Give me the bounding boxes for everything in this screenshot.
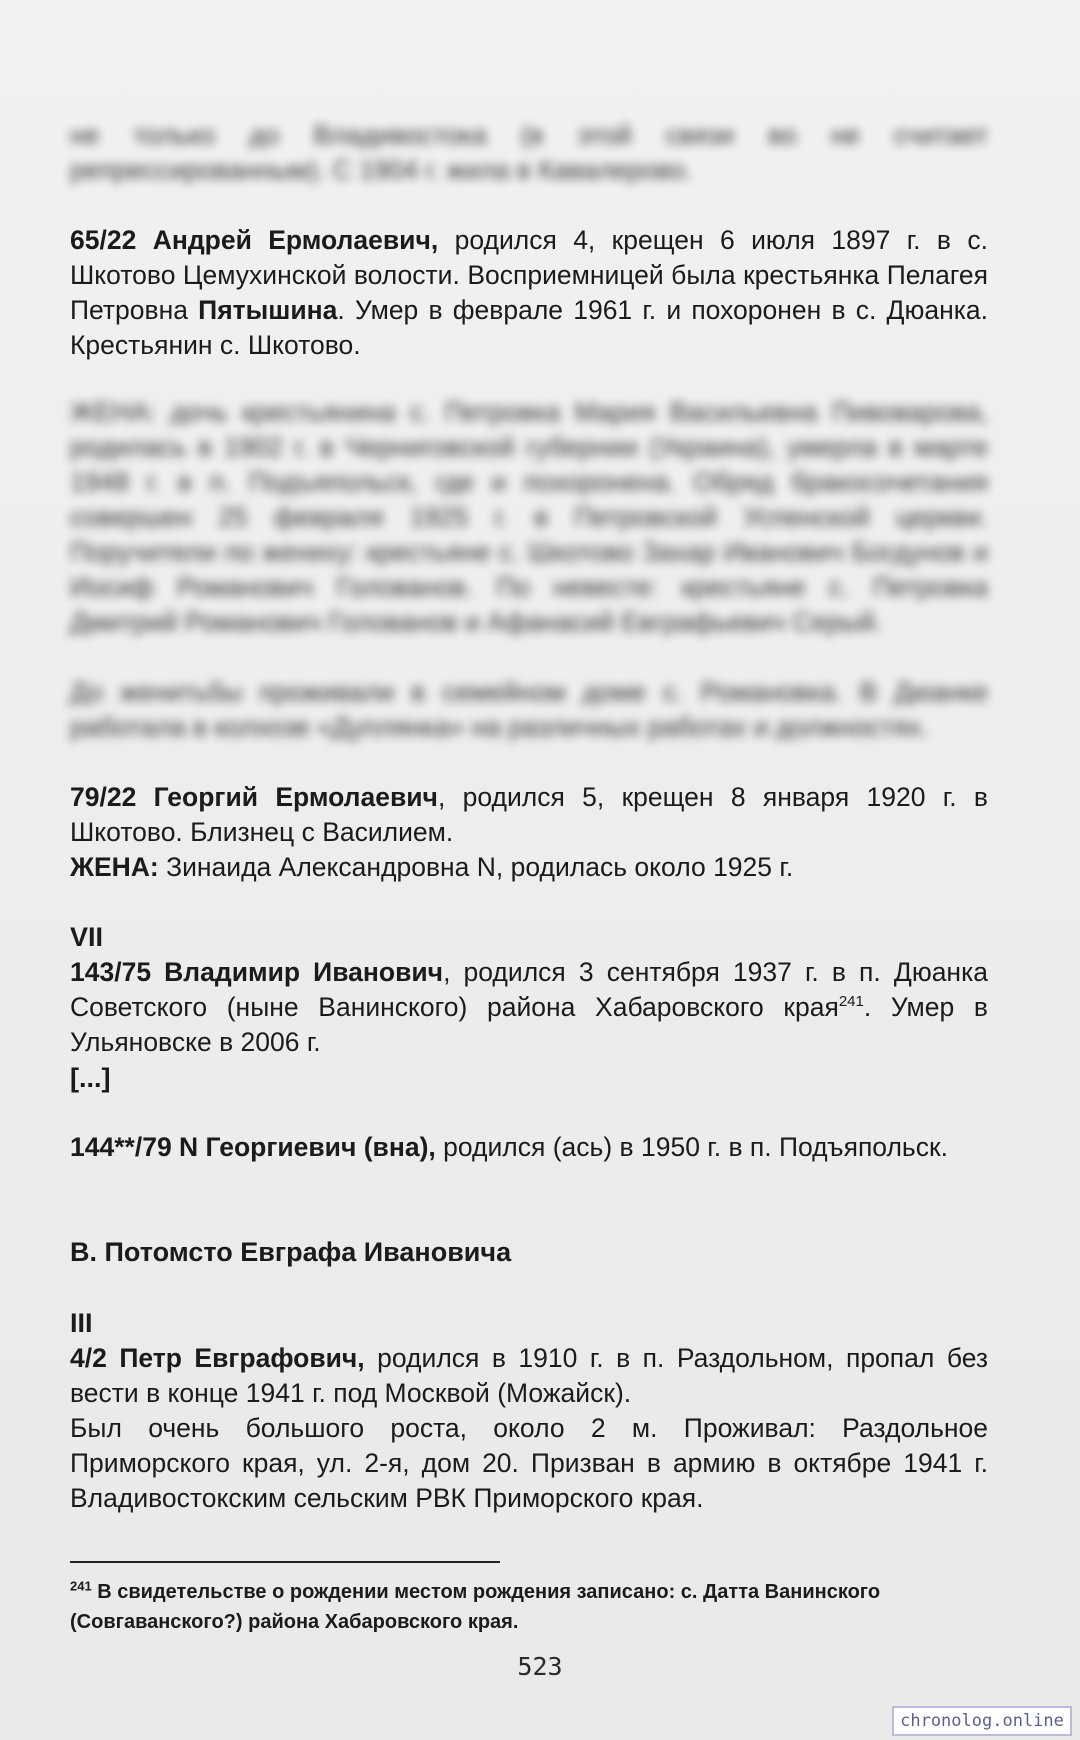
wife-text: Зинаида Александровна N, родилась около 1925 г. [158, 852, 794, 882]
entry-79-22 [70, 780, 988, 850]
blurred-text: не только до Владивостока (в этой связи во не считает репрессированным). С 1904 г. жила в Кавалерово. [70, 120, 988, 185]
generation-vii: VII [70, 922, 104, 952]
entry-65-22 [70, 223, 988, 363]
entry-65-22-heading: 65/22 Андрей Ермолаевич, [70, 225, 439, 255]
entry-4-2-heading: 4/2 Петр Евграфович, [70, 1343, 365, 1373]
blurred-text: ЖЕНА: дочь крестьянина с. Петровка Мария Васильевна Пивоварова, родилась в 1902 г. в Черниговской губернии (Украина), умерла в марте 1948 г. в п. Подъяпольск, где и похоронена. Обряд бракосочетания совершен 25 февраля 1925 г. в Петровской Успенской церкви. Поручители по жениху: крестьяне с. Шкотово Захар Иванович Богдунов и Иосиф Романович Голованов. По невесте: крестьяне с. Петровка Дмитрий Романович Голованов и Афанасий Евграфьевич Серый. [70, 397, 988, 637]
entry-144-79 [70, 1130, 988, 1165]
entry-79-22-wife [70, 850, 988, 885]
entry-144-79-text: родился (ась) в 1950 г. в п. Подъяпольск. [435, 1132, 948, 1162]
watermark-logo: chronolog.online [892, 1706, 1072, 1736]
footnote-divider [70, 1561, 500, 1563]
entry-4-2-details [70, 1411, 988, 1516]
footnote-text: В свидетельстве о рождении местом рождения записано: с. Датта Ванинского (Совгаванского?) района Хабаровского края. [70, 1581, 881, 1633]
footnote-number: 241 [70, 1578, 92, 1594]
entry-144-79-heading: 144**/79 N Георгиевич (вна), [70, 1132, 436, 1162]
entry-143-75-heading: 143/75 Владимир Иванович [70, 957, 444, 987]
page-number: 523 [517, 1652, 563, 1681]
footnote-reference: 241 [838, 993, 864, 1011]
entry-79-22-heading: 79/22 Георгий Ермолаевич [70, 782, 438, 812]
blurred-wife-paragraph-2 [70, 675, 988, 745]
entry-4-2 [70, 1341, 988, 1411]
entry-65-22-text-1: родился 4, крещен 6 июля 1897 г. в с. Шкотово Цемухинской волости. Восприемницей была крестьянка Пелагея Петровна [70, 225, 988, 325]
entry-4-2-text-1: родился в 1910 г. в п. Раздольном, пропал без вести в конце 1941 г. под Москвой (Можайск). [70, 1343, 989, 1408]
entry-4-2-text-2: Был очень большого роста, около 2 м. Проживал: Раздольное Приморского края, ул. 2-я, дом 20. Призван в армию в октябре 1941 г. Владивостокским сельским РВК Приморского края. [70, 1413, 988, 1513]
blurred-wife-paragraph-1 [70, 395, 988, 640]
blurred-text: До женитьбы проживали в семейном доме с. Романовка. В Дюанке работала в колхозе «Дуплянка» на различных работах и должностях. [70, 677, 988, 742]
section-heading-b: В. Потомсто Евграфа Ивановича [70, 1237, 512, 1267]
blurred-top-paragraph [70, 118, 988, 188]
entry-65-22-text-2: . Умер в феврале 1961 г. и похоронен в с. Дюанка. Крестьянин с. Шкотово. [70, 295, 988, 360]
ellipsis-marker: [...] [70, 1063, 111, 1093]
entry-143-75 [70, 955, 988, 1060]
entry-65-22-surname: Пятышина [198, 295, 338, 325]
wife-label: ЖЕНА: [70, 852, 159, 882]
entry-143-75-text-1: , родился 3 сентября 1937 г. в п. Дюанка Советского (ныне Ванинского) района Хабаровского края [70, 957, 988, 1022]
generation-iii: III [70, 1308, 93, 1338]
entry-143-75-text-2: . Умер в Ульяновске в 2006 г. [70, 992, 988, 1057]
footnote-241 [70, 1577, 988, 1637]
entry-79-22-text: , родился 5, крещен 8 января 1920 г. в Шкотово. Близнец с Василием. [70, 782, 988, 847]
